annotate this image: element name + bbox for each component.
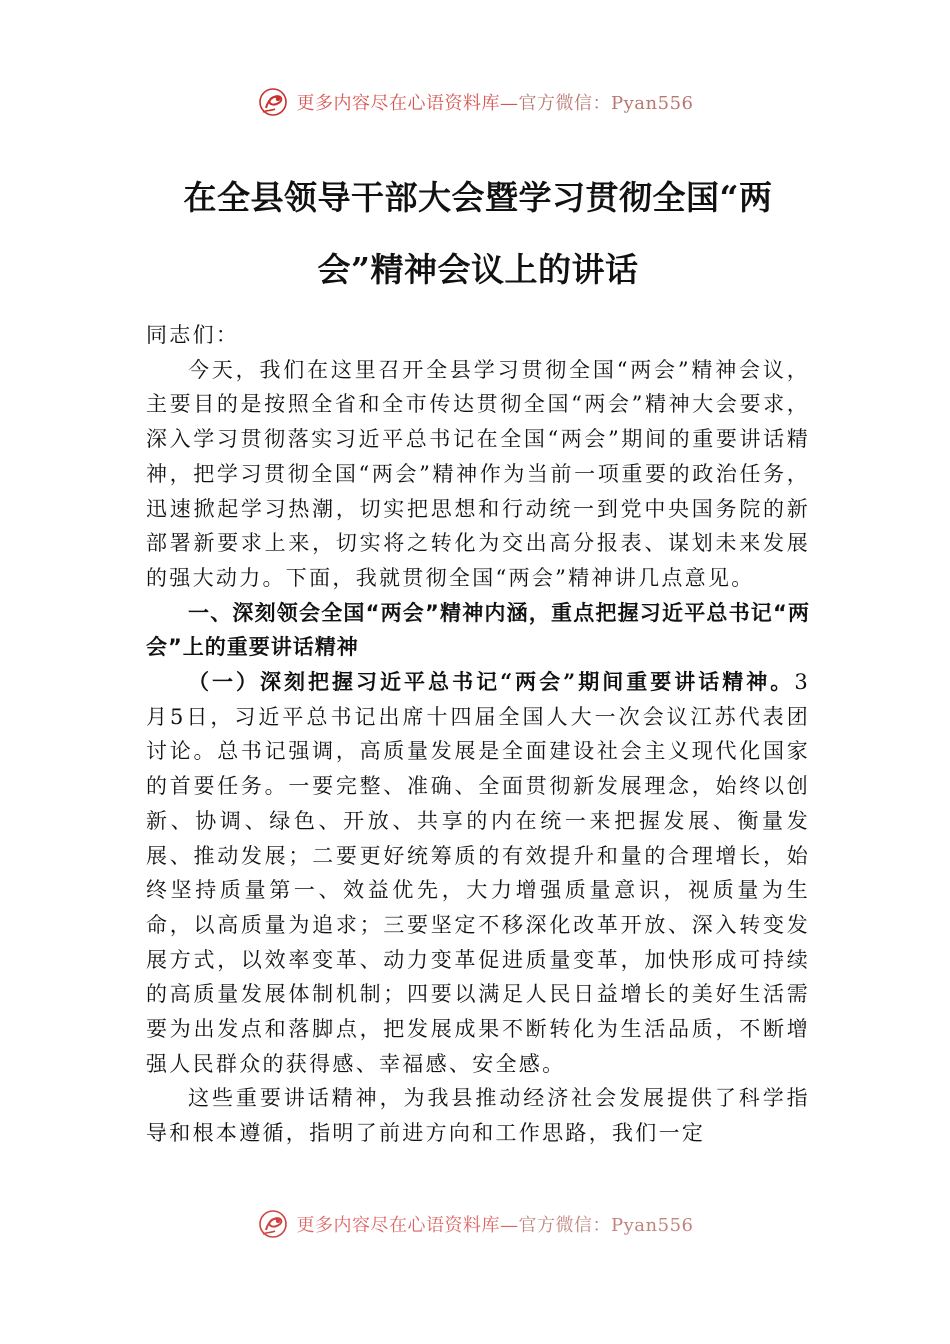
document-title: 在全县领导干部大会暨学习贯彻全国“两会”精神会议上的讲话 [183, 178, 773, 289]
subsection-body-1: 3月5日，习近平总书记出席十四届全国人大一次会议江苏代表团讨论。总书记强调，高质量发展是全面建设社会主义现代化国家的首要任务。一要完整、准确、全面贯彻新发展理念，始终以创新、协调、绿色、开放、共享的内在统一来把握发展、衡量发展、推动发展；二要更好统筹质的有效提升和量的合理增长，始终坚持质量第一、效益优先，大力增强质量意识，视质量为生命，以高质量为追求；三要坚定不移深化改革开放、深入转变发展方式，以效率变革、动力变革促进质量变革，加快形成可持续的高质量发展体制机制；四要以满足人民日益增长的美好生活需要为出发点和落脚点，把发展成果不断转化为生活品质，不断增强人民群众的获得感、幸福感、安全感。 [146, 670, 810, 1076]
banner-wechat: 官方微信：Pyan556 [518, 1215, 694, 1236]
banner-label [297, 89, 694, 115]
section-heading-1: 一、深刻领会全国“两会”精神内涵，重点把握习近平总书记“两会”上的重要讲话精神 [146, 600, 810, 660]
banner-text: 更多内容尽在心语资料库 [296, 93, 501, 114]
banner-text: 更多内容尽在心语资料库 [296, 1215, 501, 1236]
paragraph-closing: 这些重要讲话精神，为我县推动经济社会发展提供了科学指导和根本遵循，指明了前进方向和工作思路，我们一定 [146, 1086, 810, 1146]
paragraph-intro: 今天，我们在这里召开全县学习贯彻全国“两会”精神会议，主要目的是按照全省和全市传达贯彻全国“两会”精神大会要求，深入学习贯彻落实习近平总书记在全国“两会”期间的重要讲话精神，把学习贯彻全国“两会”精神作为当前一项重要的政治任务，迅速掀起学习热潮，切实把思想和行动统一到党中央国务院的新部署新要求上来，切实将之转化为交出高分报表、谋划未来发展的强大动力。下面，我就贯彻全国“两会”精神讲几点意见。 [146, 357, 810, 590]
footer-banner [0, 1204, 950, 1244]
banner-separator: — [500, 1215, 519, 1236]
flower-logo-icon [257, 1208, 289, 1240]
header-banner [0, 82, 950, 122]
flower-logo-icon [257, 86, 289, 118]
paragraph-sub1 [146, 665, 810, 1081]
banner-label [297, 1211, 694, 1237]
salutation: 同志们： [146, 323, 240, 347]
subsection-title-1: （一）深刻把握习近平总书记“两会”期间重要讲话精神。 [188, 669, 795, 695]
document-body [146, 318, 810, 1208]
banner-separator: — [500, 93, 519, 114]
banner-wechat: 官方微信：Pyan556 [518, 93, 694, 114]
